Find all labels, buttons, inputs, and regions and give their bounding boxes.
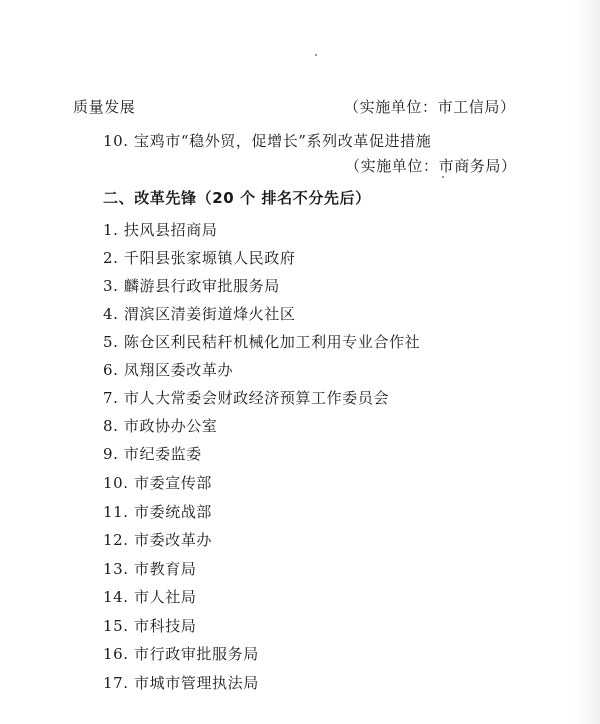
pioneer-item: 6. 凤翔区委改革办 xyxy=(103,361,234,379)
pioneer-item: 14. 市人社局 xyxy=(103,588,197,606)
pioneer-item: 10. 市委宣传部 xyxy=(103,474,213,492)
scan-speck xyxy=(442,176,444,178)
pioneer-item: 17. 市城市管理执法局 xyxy=(103,674,259,692)
pioneer-item: 15. 市科技局 xyxy=(103,617,197,635)
measure-item-10: 10. 宝鸡市“稳外贸，促增长”系列改革促进措施 xyxy=(103,132,432,150)
pioneer-item: 2. 千阳县张家塬镇人民政府 xyxy=(103,249,296,267)
pioneer-item: 13. 市教育局 xyxy=(103,560,197,578)
continued-line-left: 质量发展 xyxy=(73,98,136,116)
pioneer-item: 12. 市委改革办 xyxy=(103,531,213,549)
scan-shadow xyxy=(574,0,600,724)
pioneer-item: 5. 陈仓区利民秸秆机械化加工利用专业合作社 xyxy=(103,333,421,351)
pioneer-item: 4. 渭滨区清姜街道烽火社区 xyxy=(103,305,296,323)
pioneer-item: 16. 市行政审批服务局 xyxy=(103,645,259,663)
implementing-unit-gongxin: （实施单位：市工信局） xyxy=(344,98,516,116)
pioneer-item: 11. 市委统战部 xyxy=(103,503,213,521)
implementing-unit-shangwu: （实施单位：市商务局） xyxy=(345,157,517,175)
scan-speck xyxy=(315,54,317,56)
pioneer-item: 9. 市纪委监委 xyxy=(103,445,202,463)
pioneer-item: 1. 扶风县招商局 xyxy=(103,221,218,239)
pioneer-item: 8. 市政协办公室 xyxy=(103,417,218,435)
section-heading-reform-pioneers: 二、改革先锋（20 个 排名不分先后） xyxy=(103,189,371,207)
pioneer-item: 7. 市人大常委会财政经济预算工作委员会 xyxy=(103,389,390,407)
pioneer-item: 3. 麟游县行政审批服务局 xyxy=(103,277,280,295)
